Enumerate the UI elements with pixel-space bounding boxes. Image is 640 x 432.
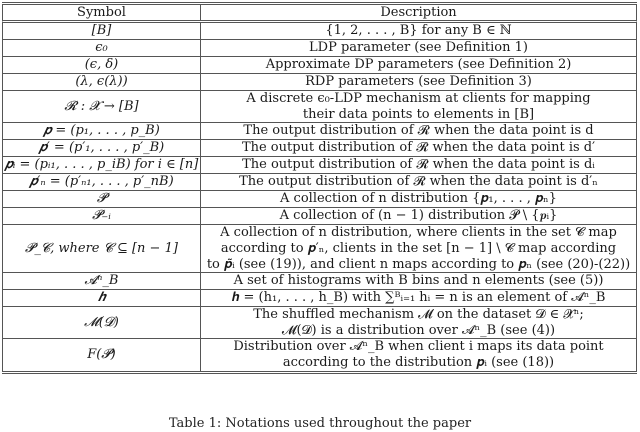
description-line: A collection of n distribution {𝒑₁, . . . , 𝒑ₙ} (280, 191, 557, 206)
symbol-cell: 𝓜(𝓓) (3, 307, 201, 338)
description-line: RDP parameters (see Definition 3) (305, 74, 532, 89)
table-row (2, 307, 637, 339)
header-description: Description (380, 4, 457, 20)
table-row (2, 273, 637, 290)
symbol-cell: ϵ₀ (3, 40, 201, 56)
description-cell (201, 74, 636, 90)
table-row (2, 91, 637, 123)
description-line: The output distribution of 𝓡 when the data point is d′ₙ (239, 174, 598, 189)
table-row (2, 191, 637, 208)
description-line: according to 𝒑′ₙ, clients in the set [n − 1] \ 𝓒 map according (220, 240, 617, 256)
description-line: according to the distribution 𝒑ᵢ (see (18)) (282, 355, 555, 370)
description-line: Distribution over 𝓐ⁿ_B when client i maps its data point (233, 339, 604, 354)
description-line: LDP parameter (see Definition 1) (309, 40, 528, 55)
symbol-cell: (λ, ϵ(λ)) (3, 74, 201, 90)
table-row (2, 290, 637, 307)
description-line: The output distribution of 𝓡 when the data point is d (243, 123, 594, 138)
table-row (2, 123, 637, 140)
description-cell (201, 208, 636, 224)
description-line: their data points to elements in [B] (302, 106, 535, 122)
notation-table (2, 2, 637, 374)
description-line: The output distribution of 𝓡 when the data point is dᵢ (242, 157, 595, 172)
description-line: A discrete ϵ₀-LDP mechanism at clients for mapping (246, 90, 591, 106)
description-cell (201, 191, 636, 207)
symbol-cell: 𝒑′ = (p′₁, . . . , p′_B) (3, 140, 201, 156)
table-row (2, 74, 637, 91)
table-row (2, 339, 637, 371)
table-caption: Table 1: Notations used throughout the paper (168, 416, 472, 431)
description-cell (201, 157, 636, 173)
symbol-cell: 𝒑 = (p₁, . . . , p_B) (3, 123, 201, 139)
description-cell (201, 273, 636, 289)
header-symbol: Symbol (3, 5, 201, 20)
description-line: 𝓜(𝓓) is a distribution over 𝓐ⁿ_B (see (4)) (281, 322, 556, 338)
description-line: 𝒉 = (h₁, . . . , h_B) with ∑ᴮᵢ₌₁ hᵢ = n is an element of 𝓐ⁿ_B (231, 290, 606, 305)
table-row (2, 23, 637, 40)
description-cell (201, 225, 636, 272)
description-cell (201, 307, 636, 338)
description-line: A collection of (n − 1) distribution 𝓟 \ {𝒑ᵢ} (279, 208, 558, 223)
table-row (2, 225, 637, 273)
description-cell (201, 91, 636, 122)
symbol-cell: 𝒑ᵢ = (pᵢ₁, . . . , p_iB) for i ∈ [n] (3, 157, 201, 173)
description-cell (201, 123, 636, 139)
description-cell (201, 40, 636, 56)
description-cell (201, 290, 636, 306)
symbol-cell: F(𝓟) (3, 339, 201, 371)
symbol-cell: 𝓟 (3, 191, 201, 207)
symbol-cell: 𝒉 (3, 290, 201, 306)
table-row (2, 57, 637, 74)
symbol-cell: [B] (3, 23, 201, 39)
symbol-cell: (ϵ, δ) (3, 57, 201, 73)
table-row (2, 40, 637, 57)
symbol-cell: 𝓟₋ᵢ (3, 208, 201, 224)
description-cell (201, 339, 636, 371)
symbol-cell: 𝓐ⁿ_B (3, 273, 201, 289)
description-line: The output distribution of 𝓡 when the data point is d′ (241, 140, 596, 155)
table-row (2, 174, 637, 191)
description-line: The shuffled mechanism 𝓜 on the dataset 𝓓 ∈ 𝓧ⁿ; (253, 306, 584, 322)
symbol-cell: 𝒑′ₙ = (p′ₙ₁, . . . , p′_nB) (3, 174, 201, 190)
description-line: A set of histograms with B bins and n elements (see (5)) (233, 273, 604, 288)
symbol-cell: 𝓟_𝓒, where 𝓒 ⊆ [n − 1] (3, 225, 201, 272)
description-cell (201, 140, 636, 156)
description-cell (201, 57, 636, 73)
table-row (2, 157, 637, 174)
description-line: Approximate DP parameters (see Definition 2) (265, 57, 572, 72)
description-cell (201, 174, 636, 190)
table-header-row (2, 5, 637, 23)
description-line: to 𝒑̃ᵢ (see (19)), and client n maps according to 𝒑ₙ (see (20)-(22)) (206, 256, 631, 272)
description-line: {1, 2, . . . , B} for any B ∈ ℕ (325, 23, 512, 38)
description-cell (201, 23, 636, 39)
table-row (2, 208, 637, 225)
symbol-cell: 𝓡 : 𝓧 → [B] (3, 91, 201, 122)
description-line: A collection of n distribution, where clients in the set 𝓒 map (220, 224, 617, 240)
table-row (2, 140, 637, 157)
